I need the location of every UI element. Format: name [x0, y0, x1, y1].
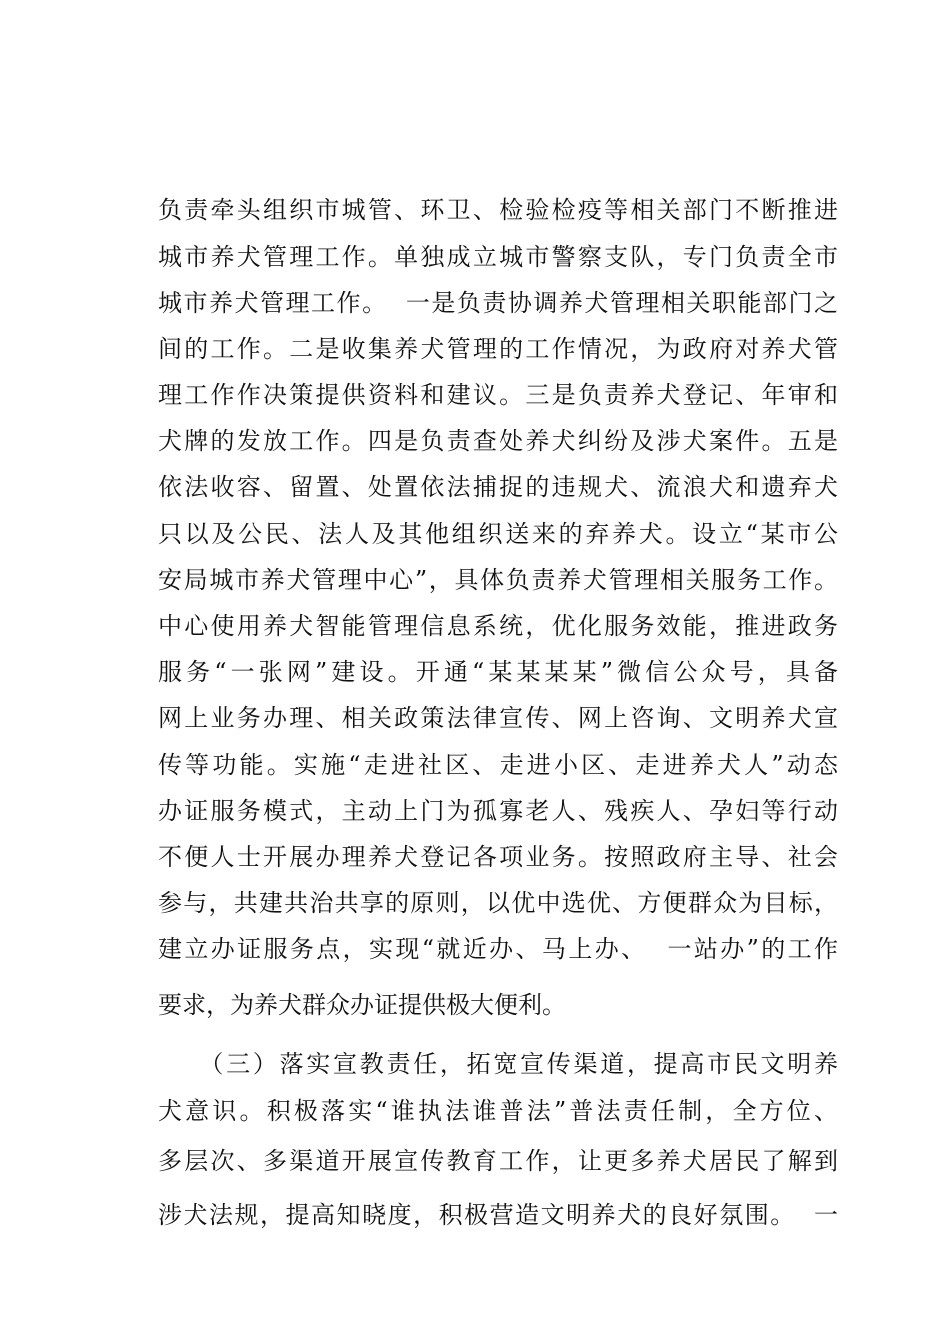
paragraph-line: 涉犬法规，提高知晓度，积极营造文明养犬的良好氛围。 一	[158, 1201, 838, 1229]
paragraph-line: 参与，共建共治共享的原则，以优中选优、方便群众为目标，	[158, 889, 838, 917]
paragraph-line: 中心使用养犬智能管理信息系统，优化服务效能，推进政务	[158, 612, 838, 640]
paragraph-line: 城市养犬管理工作。 一是负责协调养犬管理相关职能部门之	[158, 289, 838, 317]
paragraph-line: 间的工作。二是收集养犬管理的工作情况，为政府对养犬管	[158, 335, 838, 363]
paragraph-line: 依法收容、留置、处置依法捕捉的违规犬、流浪犬和遗弃犬	[158, 473, 838, 501]
paragraph-line: 网上业务办理、相关政策法律宣传、网上咨询、文明养犬宣	[158, 704, 838, 732]
paragraph-line: 传等功能。实施“走进社区、走进小区、走进养犬人”动态	[158, 751, 838, 779]
paragraph-line: 安局城市养犬管理中心”，具体负责养犬管理相关服务工作。	[158, 566, 838, 594]
paragraph-line: 犬意识。积极落实“谁执法谁普法”普法责任制，全方位、	[158, 1097, 838, 1125]
paragraph-line: 犬牌的发放工作。四是负责查处养犬纠纷及涉犬案件。五是	[158, 427, 838, 455]
paragraph-line: 理工作作决策提供资料和建议。三是负责养犬登记、年审和	[158, 381, 838, 409]
paragraph-line: 服务“一张网”建设。开通“某某某某”微信公众号，具备	[158, 658, 838, 686]
section-heading-line: （三）落实宣教责任，拓宽宣传渠道，提高市民文明养	[158, 1050, 838, 1078]
paragraph-line: 城市养犬管理工作。单独成立城市警察支队，专门负责全市	[158, 243, 838, 271]
paragraph-line: 办证服务模式，主动上门为孤寡老人、残疾人、孕妇等行动	[158, 797, 838, 825]
paragraph-line: 多层次、多渠道开展宣传教育工作，让更多养犬居民了解到	[158, 1147, 838, 1175]
paragraph-line: 不便人士开展办理养犬登记各项业务。按照政府主导、社会	[158, 843, 838, 871]
paragraph-line: 建立办证服务点，实现“就近办、马上办、 一站办”的工作	[158, 935, 838, 963]
paragraph-line: 只以及公民、法人及其他组织送来的弃养犬。设立“某市公	[158, 520, 838, 548]
paragraph-line: 负责牵头组织市城管、环卫、检验检疫等相关部门不断推进	[158, 196, 838, 224]
paragraph-line-last: 要求，为养犬群众办证提供极大便利。	[158, 991, 566, 1019]
